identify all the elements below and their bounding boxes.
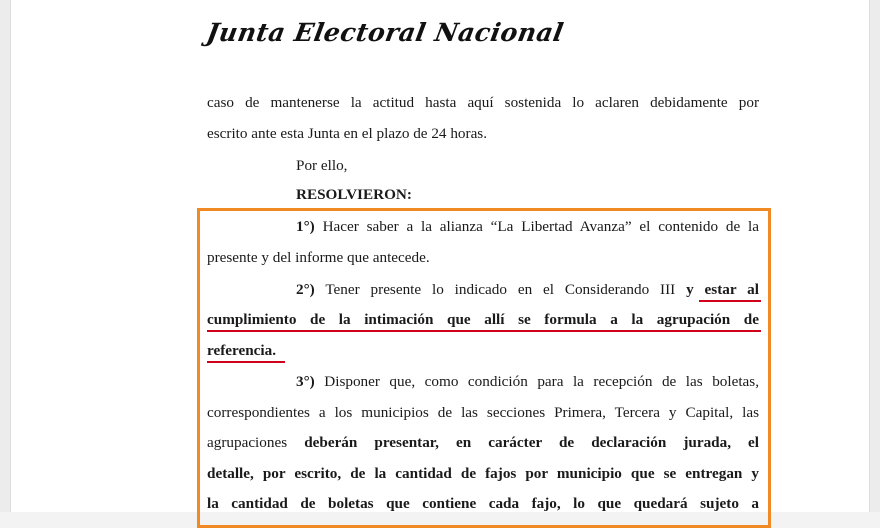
highlight-box [197,208,771,528]
item-3-line: agrupaciones deberán presentar, en carácter de declaración jurada, el [207,434,760,451]
item-1-number: 1°) [296,218,315,235]
item-3-line: detalle, por escrito, de la cantidad de fajos por municipio que se entregan y [207,465,759,482]
item-3-line: correspondientes a los municipios de las secciones Primera, Tercera y Capital, las [207,404,759,421]
item-3-line: la cantidad de boletas que contiene cada fajo, lo que quedará sujeto a [207,495,759,512]
paragraph-line: caso de mantenerse la actitud hasta aquí sostenida lo aclaren debidamente por [207,94,759,111]
resolvieron-heading: RESOLVIERON: [296,186,412,203]
red-underline [207,361,285,363]
item-1-line: presente y del informe que antecede. [207,249,430,266]
letterhead: Junta Electoral Nacional [204,18,566,47]
item-2-line: referencia. [207,342,277,359]
paragraph-line: escrito ante esta Junta en el plazo de 24 horas. [207,125,488,142]
page-right-edge [869,0,880,512]
item-1-line: 1°) Hacer saber a la alianza “La Libertad Avanza” el contenido de la [296,218,760,235]
item-3-number: 3°) [296,373,315,390]
item-2-line: cumplimiento de la intimación que allí se formula a la agrupación de [207,311,759,328]
item-3-line: 3°) Disponer que, como condición para la recepción de las boletas, [296,373,760,390]
red-underline [207,330,761,332]
red-underline [699,300,761,302]
por-ello: Por ello, [296,157,348,174]
item-2-line: 2°) Tener presente lo indicado en el Considerando III y estar al [296,281,759,298]
page-left-edge [0,0,11,512]
item-2-number: 2°) [296,281,315,298]
